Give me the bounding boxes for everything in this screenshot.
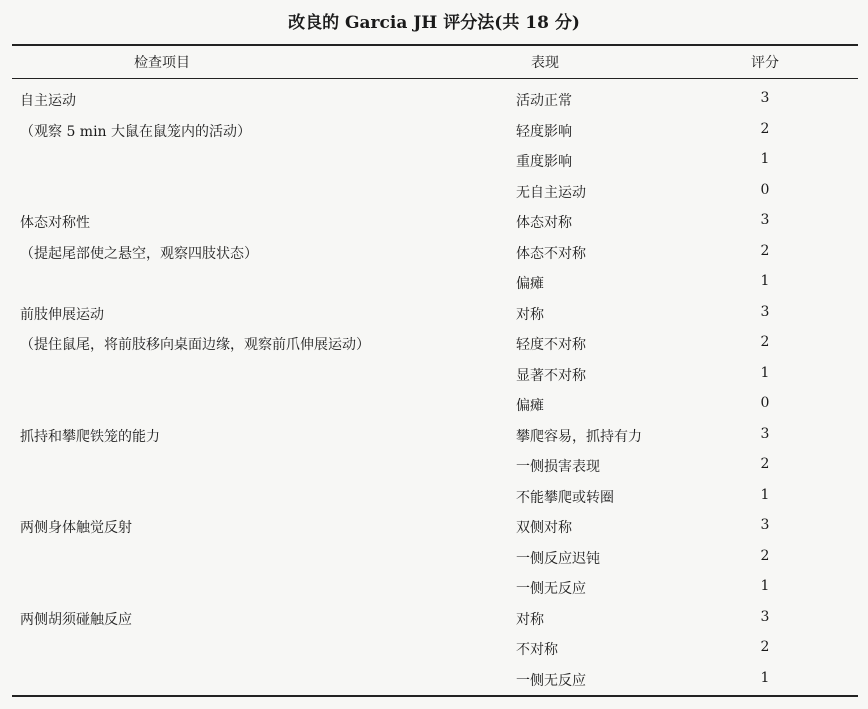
row-performance-cell: 无自主运动 — [516, 184, 586, 201]
row-performance-cell: 显著不对称 — [516, 367, 586, 384]
table-row — [0, 176, 868, 207]
table-row — [0, 115, 868, 146]
header-score: 评分 — [751, 55, 779, 71]
bottom-rule — [12, 695, 858, 697]
row-performance-cell: 体态对称 — [516, 215, 572, 231]
row-score-cell: 3 — [760, 425, 770, 442]
row-performance-cell: 不对称 — [516, 642, 558, 658]
table-row — [0, 572, 868, 603]
row-item-cell: 体态对称性 — [20, 215, 90, 231]
row-performance-cell: 双侧对称 — [516, 520, 572, 536]
row-score-cell: 2 — [760, 456, 770, 472]
row-item-cell: 两侧胡须碰触反应 — [20, 611, 132, 628]
table-body — [0, 84, 868, 694]
table-row — [0, 633, 868, 664]
table-row — [0, 481, 868, 512]
row-performance-cell: 体态不对称 — [516, 245, 586, 262]
row-performance-cell: 一侧损害表现 — [516, 459, 600, 475]
table-row — [0, 84, 868, 115]
row-item-cell: （观察 5 min 大鼠在鼠笼内的活动） — [20, 123, 252, 140]
row-score-cell: 2 — [760, 639, 770, 655]
row-performance-cell: 一侧反应迟钝 — [516, 550, 600, 567]
row-score-cell: 1 — [760, 151, 770, 167]
row-score-cell: 1 — [760, 273, 770, 289]
table-row — [0, 145, 868, 176]
row-score-cell: 3 — [760, 212, 770, 228]
row-score-cell: 1 — [760, 669, 770, 686]
row-score-cell: 3 — [760, 517, 770, 533]
table-row — [0, 359, 868, 390]
table-row — [0, 237, 868, 268]
row-item-cell: 前肢伸展运动 — [20, 306, 104, 323]
header-item: 检查项目 — [134, 55, 190, 71]
table-title: 改良的 Garcia JH 评分法(共 18 分) — [288, 13, 580, 33]
row-performance-cell: 攀爬容易，抓持有力 — [516, 428, 642, 445]
top-rule — [12, 44, 858, 46]
row-item-cell: 两侧身体触觉反射 — [20, 520, 132, 536]
row-score-cell: 1 — [760, 364, 770, 381]
row-performance-cell: 对称 — [516, 611, 544, 628]
row-performance-cell: 不能攀爬或转圈 — [516, 489, 614, 506]
row-score-cell: 2 — [760, 334, 770, 350]
row-score-cell: 3 — [760, 303, 770, 320]
row-item-cell: 抓持和攀爬铁笼的能力 — [20, 428, 160, 445]
table-row — [0, 298, 868, 329]
row-performance-cell: 一侧无反应 — [516, 672, 586, 689]
row-score-cell: 2 — [760, 120, 770, 137]
table-row — [0, 206, 868, 237]
row-performance-cell: 重度影响 — [516, 154, 572, 170]
table-row — [0, 267, 868, 298]
table-row — [0, 450, 868, 481]
row-performance-cell: 偏瘫 — [516, 276, 544, 292]
row-score-cell: 0 — [760, 181, 770, 198]
row-score-cell: 1 — [760, 578, 770, 594]
table-row — [0, 420, 868, 451]
header-rule — [12, 78, 858, 79]
row-score-cell: 3 — [760, 90, 770, 106]
row-performance-cell: 轻度不对称 — [516, 337, 586, 353]
table-row — [0, 389, 868, 420]
table-row — [0, 603, 868, 634]
row-item-cell: （提起尾部使之悬空，观察四肢状态） — [20, 245, 258, 262]
header-performance: 表现 — [531, 55, 559, 71]
row-performance-cell: 对称 — [516, 306, 544, 323]
table-row — [0, 664, 868, 695]
table-row — [0, 511, 868, 542]
row-performance-cell: 轻度影响 — [516, 123, 572, 140]
row-score-cell: 2 — [760, 242, 770, 259]
row-score-cell: 0 — [760, 395, 770, 411]
row-score-cell: 3 — [760, 608, 770, 625]
row-score-cell: 2 — [760, 547, 770, 564]
row-item-cell: （提住鼠尾，将前肢移向桌面边缘，观察前爪伸展运动） — [20, 337, 370, 353]
table-row — [0, 328, 868, 359]
row-performance-cell: 一侧无反应 — [516, 581, 586, 597]
row-performance-cell: 偏瘫 — [516, 398, 544, 414]
row-performance-cell: 活动正常 — [516, 93, 572, 109]
row-score-cell: 1 — [760, 486, 770, 503]
row-item-cell: 自主运动 — [20, 93, 76, 109]
table-row — [0, 542, 868, 573]
